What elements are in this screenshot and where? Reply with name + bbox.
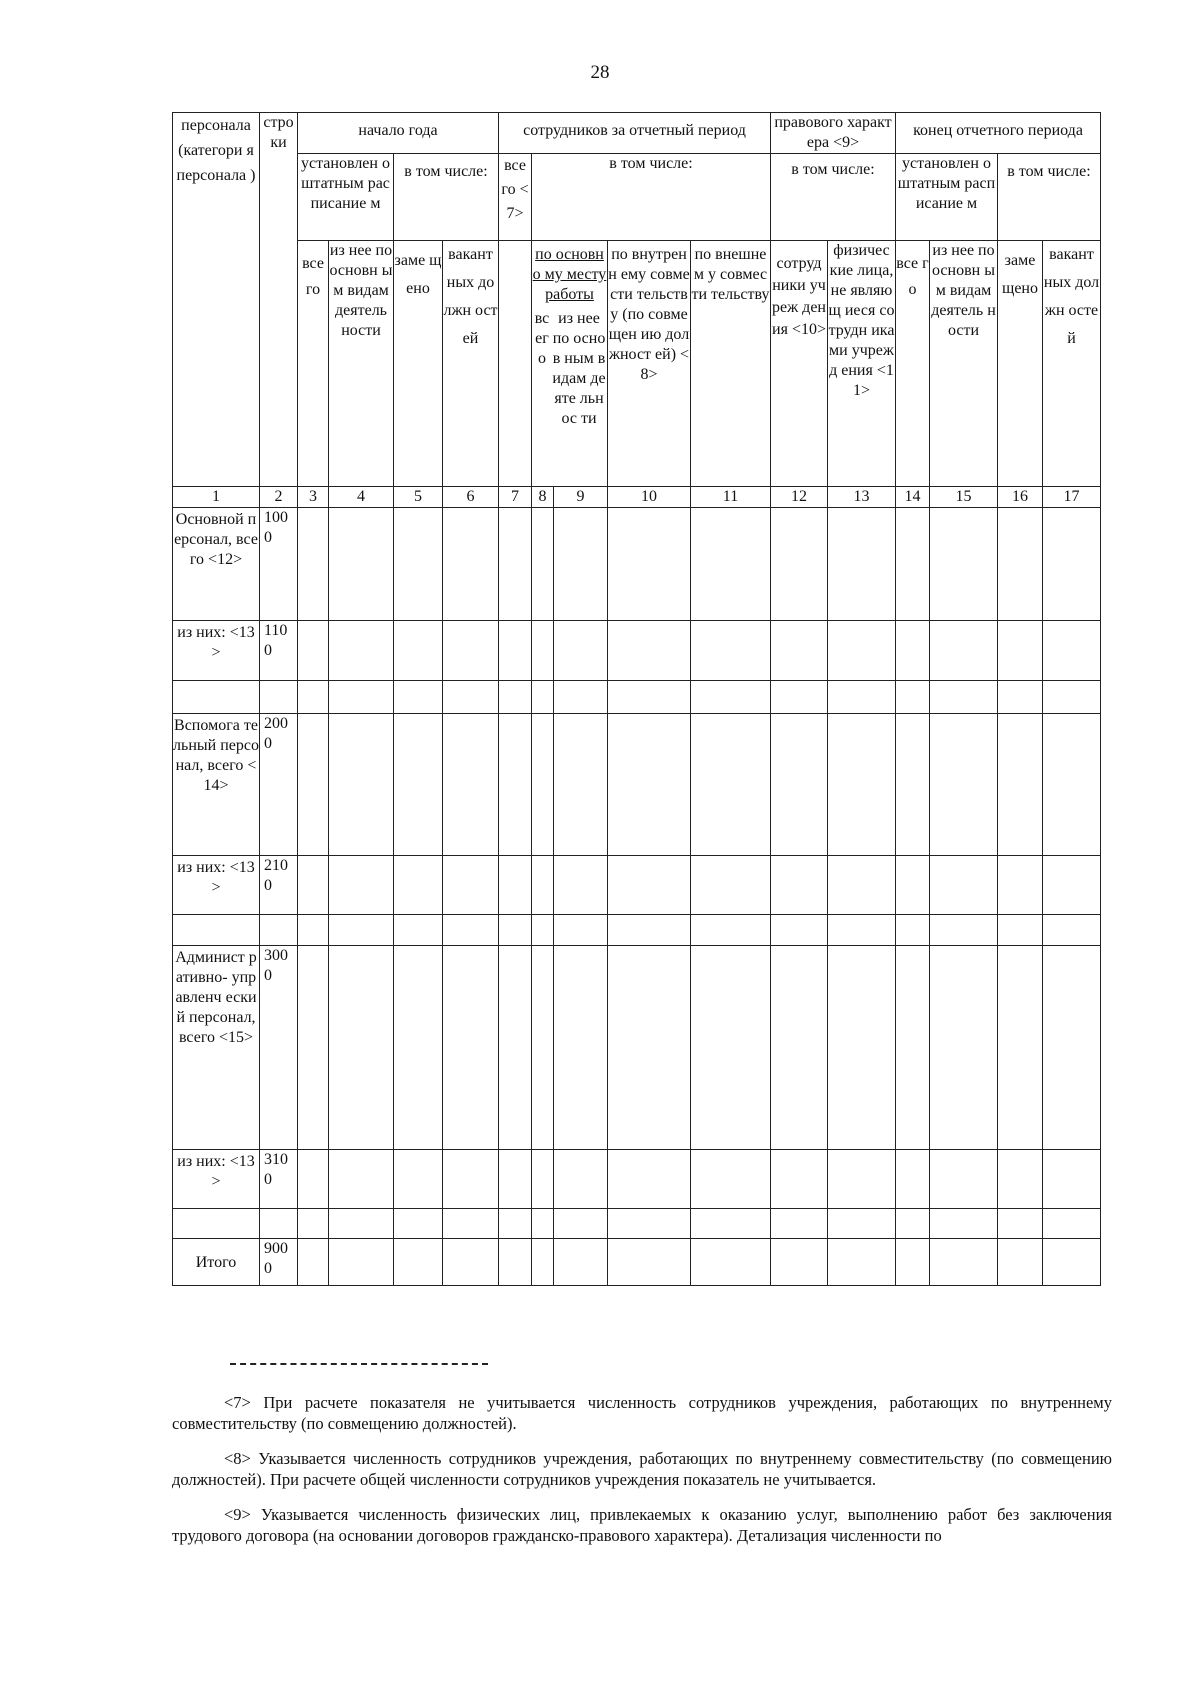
table-cell[interactable] — [554, 946, 608, 1150]
table-cell[interactable] — [608, 714, 691, 856]
footnote-9: <9> Указывается численность физических лиц, привлекаемых к оказанию услуг, выполнению работ без заключения трудового договора (на основании договоров гражданско-правового характера). Детализация численности по — [172, 1505, 1112, 1545]
table-cell[interactable] — [771, 621, 828, 681]
table-cell[interactable] — [394, 714, 443, 856]
table-cell[interactable] — [499, 946, 532, 1150]
table-cell[interactable] — [329, 681, 394, 714]
table-cell[interactable] — [443, 681, 499, 714]
table-cell[interactable] — [930, 856, 998, 915]
table-cell[interactable] — [532, 681, 554, 714]
column-number: 15 — [930, 487, 998, 508]
table-cell[interactable] — [554, 508, 608, 621]
table-cell[interactable] — [998, 946, 1043, 1150]
column-number: 14 — [896, 487, 930, 508]
column-number: 11 — [691, 487, 771, 508]
header-total-blank — [499, 241, 532, 487]
table-cell[interactable] — [329, 856, 394, 915]
row-code — [260, 915, 298, 946]
column-number: 8 — [532, 487, 554, 508]
table-cell[interactable] — [896, 856, 930, 915]
table-cell[interactable] — [608, 621, 691, 681]
table-cell[interactable] — [394, 508, 443, 621]
table-cell[interactable] — [532, 856, 554, 915]
table-cell[interactable] — [554, 681, 608, 714]
table-row — [173, 1239, 1101, 1286]
table-cell[interactable] — [329, 508, 394, 621]
table-row — [173, 621, 1101, 681]
column-number: 17 — [1043, 487, 1101, 508]
table-cell[interactable] — [998, 1209, 1043, 1239]
table-row — [173, 946, 1101, 1150]
column-number: 7 — [499, 487, 532, 508]
staffing-table — [172, 112, 1101, 1286]
table-cell[interactable] — [828, 1209, 896, 1239]
header-filled: заме щено — [394, 241, 443, 487]
table-cell[interactable] — [554, 856, 608, 915]
table-cell[interactable] — [691, 681, 771, 714]
table-cell[interactable] — [499, 1150, 532, 1209]
table-cell[interactable] — [896, 1239, 930, 1286]
header-total-7: все го <7> — [499, 154, 532, 241]
table-cell[interactable] — [691, 1239, 771, 1286]
table-cell[interactable] — [930, 681, 998, 714]
footnote-8: <8> Указывается численность сотрудников учреждения, работающих по внутреннему совместительству (по совмещению должностей). При расчете общей численности сотрудников учреждения показатель не учитывается. — [172, 1449, 1112, 1489]
table-cell[interactable] — [691, 508, 771, 621]
table-cell[interactable] — [828, 1239, 896, 1286]
table-cell[interactable] — [532, 714, 554, 856]
table-cell[interactable] — [930, 714, 998, 856]
table-cell[interactable] — [443, 915, 499, 946]
table-cell[interactable] — [554, 621, 608, 681]
table-cell[interactable] — [298, 1209, 329, 1239]
table-cell[interactable] — [998, 915, 1043, 946]
table-cell[interactable] — [896, 915, 930, 946]
table-cell[interactable] — [1043, 714, 1101, 856]
table-cell[interactable] — [896, 1209, 930, 1239]
table-cell[interactable] — [828, 714, 896, 856]
header-internal: по внутренн ему совмести тельству (по совмещен ию должност ей) <8> — [608, 241, 691, 487]
table-cell[interactable] — [443, 621, 499, 681]
row-code — [260, 1209, 298, 1239]
table-cell[interactable] — [771, 915, 828, 946]
table-cell[interactable] — [828, 856, 896, 915]
header-filled-end: заме щено — [998, 241, 1043, 487]
table-cell[interactable] — [499, 1209, 532, 1239]
table-cell[interactable] — [443, 1209, 499, 1239]
header-external: по внешнем у совмести тельству — [691, 241, 771, 487]
footnotes — [172, 1392, 1112, 1560]
table-cell[interactable] — [998, 714, 1043, 856]
table-cell[interactable] — [930, 621, 998, 681]
table-cell[interactable] — [896, 621, 930, 681]
header-line-code: стро ки — [260, 113, 298, 487]
column-number: 13 — [828, 487, 896, 508]
table-cell[interactable] — [443, 508, 499, 621]
table-cell[interactable] — [930, 1209, 998, 1239]
table-cell[interactable] — [394, 856, 443, 915]
table-row — [173, 1150, 1101, 1209]
header-including-3: в том числе: — [771, 154, 896, 241]
table-cell[interactable] — [998, 856, 1043, 915]
row-code: 210 0 — [260, 856, 298, 915]
column-number: 6 — [443, 487, 499, 508]
table-cell[interactable] — [443, 946, 499, 1150]
table-cell[interactable] — [298, 946, 329, 1150]
header-staffing-table-end: установлен о штатным расписание м — [896, 154, 998, 241]
header-total-short: вс ег о — [534, 310, 550, 367]
table-cell[interactable] — [930, 1150, 998, 1209]
table-cell[interactable] — [930, 1239, 998, 1286]
table-cell[interactable] — [896, 1150, 930, 1209]
table-cell[interactable] — [499, 508, 532, 621]
table-cell[interactable] — [998, 621, 1043, 681]
table-cell[interactable] — [896, 946, 930, 1150]
header-period-end: конец отчетного периода — [896, 113, 1101, 154]
header-civil-law: правового характера <9> — [771, 113, 896, 154]
table-cell[interactable] — [896, 714, 930, 856]
table-cell[interactable] — [691, 714, 771, 856]
table-cell[interactable] — [554, 1239, 608, 1286]
table-cell[interactable] — [828, 621, 896, 681]
column-number: 5 — [394, 487, 443, 508]
table-cell[interactable] — [394, 621, 443, 681]
table-cell[interactable] — [828, 946, 896, 1150]
table-cell[interactable] — [828, 681, 896, 714]
table-cell[interactable] — [771, 1209, 828, 1239]
table-cell[interactable] — [896, 508, 930, 621]
column-number: 2 — [260, 487, 298, 508]
page-number: 28 — [590, 62, 610, 83]
table-row — [173, 681, 1101, 714]
table-cell[interactable] — [930, 946, 998, 1150]
table-cell[interactable] — [771, 1239, 828, 1286]
table-cell[interactable] — [443, 1150, 499, 1209]
table-row — [173, 856, 1101, 915]
table-cell[interactable] — [771, 946, 828, 1150]
table-cell[interactable] — [298, 856, 329, 915]
row-category — [173, 1209, 260, 1239]
table-cell[interactable] — [608, 856, 691, 915]
table-cell[interactable] — [298, 681, 329, 714]
header-total-end: все го — [896, 241, 930, 487]
header-total: все го — [298, 241, 329, 487]
header-vacant: вакант ных должн остей — [443, 241, 499, 487]
table-cell[interactable] — [1043, 1209, 1101, 1239]
table-cell[interactable] — [998, 1239, 1043, 1286]
header-inst-employees: сотруд ники учреж дения <10> — [771, 241, 828, 487]
table-cell[interactable] — [998, 681, 1043, 714]
header-including-2: в том числе: — [532, 154, 771, 241]
table-cell[interactable] — [298, 1239, 329, 1286]
footnote-7: <7> При расчете показателя не учитывается численность сотрудников учреждения, работающих по внутреннему совместительству (по совмещению должностей). — [172, 1393, 1112, 1433]
table-cell[interactable] — [930, 508, 998, 621]
header-staffing-table: установлен о штатным расписание м — [298, 154, 394, 241]
table-cell[interactable] — [532, 1209, 554, 1239]
row-code — [260, 681, 298, 714]
table-cell[interactable] — [828, 508, 896, 621]
table-row — [173, 714, 1101, 856]
table-cell[interactable] — [443, 1239, 499, 1286]
header-main-place: по основно му месту работы — [532, 246, 607, 303]
table-cell[interactable] — [1043, 508, 1101, 621]
row-category: Итого — [173, 1239, 260, 1286]
table-cell[interactable] — [691, 856, 771, 915]
footnote-separator — [230, 1363, 488, 1365]
table-cell[interactable] — [608, 1150, 691, 1209]
header-vacant-end: вакант ных должн остей — [1043, 241, 1101, 487]
table-cell[interactable] — [532, 621, 554, 681]
table-cell[interactable] — [998, 508, 1043, 621]
table-cell[interactable] — [554, 714, 608, 856]
table-cell[interactable] — [691, 1209, 771, 1239]
header-employees-period: сотрудников за отчетный период — [499, 113, 771, 154]
table-cell[interactable] — [1043, 1150, 1101, 1209]
column-number: 4 — [329, 487, 394, 508]
header-of-which-main-end: из нее по основн ым видам деятель ности — [930, 241, 998, 487]
table-cell[interactable] — [298, 508, 329, 621]
row-code: 100 0 — [260, 508, 298, 621]
table-cell[interactable] — [771, 714, 828, 856]
table-cell[interactable] — [608, 681, 691, 714]
table-cell[interactable] — [394, 946, 443, 1150]
table-cell[interactable] — [1043, 915, 1101, 946]
column-number: 3 — [298, 487, 329, 508]
table-cell[interactable] — [532, 1239, 554, 1286]
row-category: Основной персонал, всего <12> — [173, 508, 260, 621]
table-cell[interactable] — [329, 621, 394, 681]
column-number: 9 — [554, 487, 608, 508]
table-cell[interactable] — [1043, 681, 1101, 714]
table-cell[interactable] — [828, 1150, 896, 1209]
table-cell[interactable] — [499, 1239, 532, 1286]
table-cell[interactable] — [329, 714, 394, 856]
table-cell[interactable] — [608, 508, 691, 621]
table-cell[interactable] — [771, 681, 828, 714]
row-category: из них: <13> — [173, 1150, 260, 1209]
table-cell[interactable] — [930, 915, 998, 946]
header-year-start: начало года — [298, 113, 499, 154]
table-cell[interactable] — [771, 508, 828, 621]
row-category — [173, 915, 260, 946]
table-cell[interactable] — [298, 915, 329, 946]
table-cell[interactable] — [828, 915, 896, 946]
table-cell[interactable] — [394, 1150, 443, 1209]
header-personnel-category: персонала (категори я персонала ) — [173, 113, 260, 487]
table-cell[interactable] — [298, 714, 329, 856]
row-code: 110 0 — [260, 621, 298, 681]
table-cell[interactable] — [499, 714, 532, 856]
table-cell[interactable] — [1043, 621, 1101, 681]
table-cell[interactable] — [608, 946, 691, 1150]
table-cell[interactable] — [394, 1209, 443, 1239]
header-main-place-group — [532, 241, 608, 487]
row-category: из них: <13> — [173, 856, 260, 915]
table-cell[interactable] — [532, 946, 554, 1150]
table-cell[interactable] — [329, 946, 394, 1150]
table-cell[interactable] — [532, 508, 554, 621]
table-row — [173, 508, 1101, 621]
header-of-which-main-2: из нее по основ ным видам деяте льнос ти — [552, 310, 606, 427]
table-cell[interactable] — [691, 621, 771, 681]
table-cell[interactable] — [691, 1150, 771, 1209]
table-cell[interactable] — [394, 1239, 443, 1286]
table-cell[interactable] — [394, 681, 443, 714]
table-cell[interactable] — [499, 856, 532, 915]
table-cell[interactable] — [554, 1150, 608, 1209]
table-cell[interactable] — [329, 1239, 394, 1286]
table-cell[interactable] — [771, 856, 828, 915]
table-cell[interactable] — [443, 714, 499, 856]
table-cell[interactable] — [329, 1150, 394, 1209]
column-numbers-row — [173, 487, 1101, 508]
row-category: Админист ративно- управленч еский персонал, всего <15> — [173, 946, 260, 1150]
header-individuals: физичес кие лица, не являющ иеся сотрудн иками учрежд ения <11> — [828, 241, 896, 487]
table-cell[interactable] — [608, 1239, 691, 1286]
table-cell[interactable] — [554, 915, 608, 946]
column-number: 1 — [173, 487, 260, 508]
table-row — [173, 1209, 1101, 1239]
table-cell[interactable] — [608, 1209, 691, 1239]
table-cell[interactable] — [329, 1209, 394, 1239]
row-code: 310 0 — [260, 1150, 298, 1209]
column-number: 12 — [771, 487, 828, 508]
header-including-4: в том числе: — [998, 154, 1101, 241]
table-cell[interactable] — [329, 915, 394, 946]
table-cell[interactable] — [394, 915, 443, 946]
header-including: в том числе: — [394, 154, 499, 241]
table-row — [173, 915, 1101, 946]
row-category: Вспомога тельный персонал, всего <14> — [173, 714, 260, 856]
table-cell[interactable] — [691, 915, 771, 946]
table-cell[interactable] — [532, 1150, 554, 1209]
table-cell[interactable] — [1043, 856, 1101, 915]
table-cell[interactable] — [499, 915, 532, 946]
table-cell[interactable] — [608, 915, 691, 946]
header-of-which-main: из нее по основн ым видам деятель ности — [329, 241, 394, 487]
row-category — [173, 681, 260, 714]
column-number: 16 — [998, 487, 1043, 508]
table-cell[interactable] — [499, 621, 532, 681]
table-cell[interactable] — [691, 946, 771, 1150]
table-cell[interactable] — [896, 681, 930, 714]
column-number: 10 — [608, 487, 691, 508]
row-code: 900 0 — [260, 1239, 298, 1286]
row-code: 200 0 — [260, 714, 298, 856]
table-cell[interactable] — [499, 681, 532, 714]
table-cell[interactable] — [532, 915, 554, 946]
table-cell[interactable] — [1043, 946, 1101, 1150]
row-category: из них: <13> — [173, 621, 260, 681]
row-code: 300 0 — [260, 946, 298, 1150]
table-cell[interactable] — [998, 1150, 1043, 1209]
table-cell[interactable] — [298, 1150, 329, 1209]
table-cell[interactable] — [443, 856, 499, 915]
table-cell[interactable] — [771, 1150, 828, 1209]
table-cell[interactable] — [554, 1209, 608, 1239]
table-cell[interactable] — [298, 621, 329, 681]
table-cell[interactable] — [1043, 1239, 1101, 1286]
